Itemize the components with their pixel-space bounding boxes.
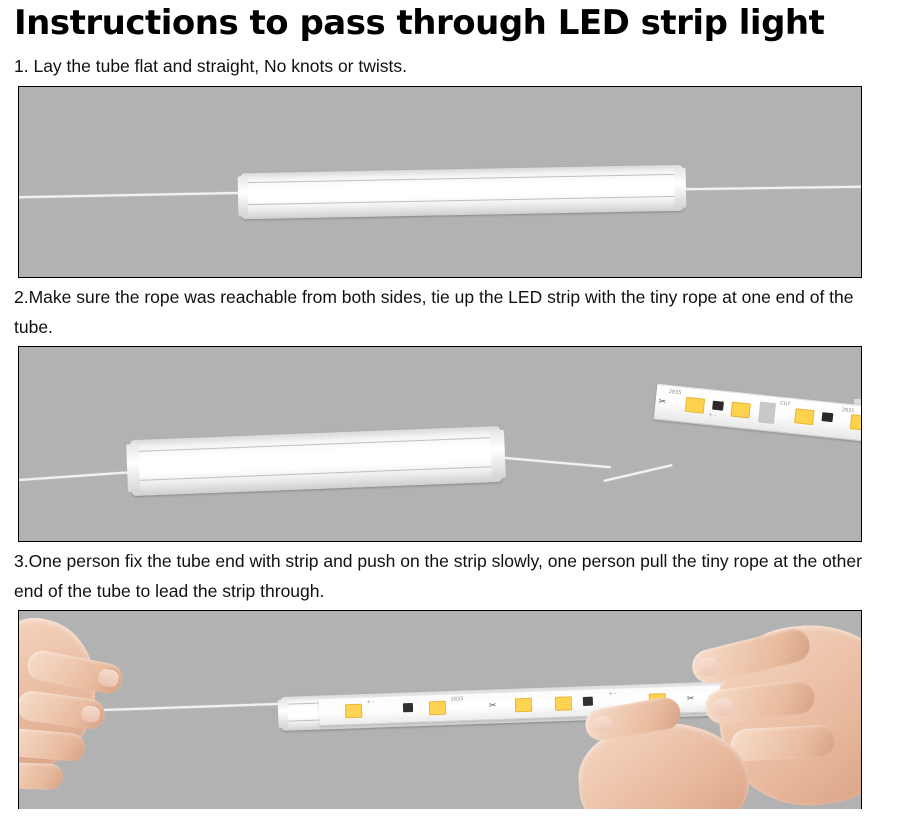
solder-pad: [758, 402, 776, 425]
led-chip: [730, 402, 750, 419]
rope-left-segment: [18, 192, 249, 198]
figure-step-3: [18, 610, 862, 809]
cut-mark-icon: ✂: [488, 699, 497, 711]
step-2-text: 2.Make sure the rope was reachable from both sides, tie up the LED strip with the tiny rope at one end of the tube.: [14, 287, 854, 337]
rope-right-segment: [674, 186, 862, 191]
rope-left-segment: [85, 702, 295, 711]
right-middle-finger: [730, 724, 836, 761]
cut-mark-icon: ✂: [658, 395, 667, 407]
resistor: [821, 412, 833, 422]
strip-label-right: 2835: [841, 407, 855, 415]
strip-label-cut: CUT: [779, 400, 791, 408]
led-chip: [515, 698, 532, 713]
diffuser-tube: [130, 426, 502, 496]
resistor: [403, 703, 413, 712]
led-chip: [555, 696, 572, 711]
figure-step-1: [18, 86, 862, 278]
strip-label-polarity: + -: [708, 412, 717, 419]
step-3-text: 3.One person fix the tube end with strip and push on the strip slowly, one person pull the tiny rope at the other end of the tube to lead the strip through.: [14, 551, 862, 601]
fingernail: [592, 715, 613, 734]
strip-label-b: 2835: [450, 696, 464, 703]
diffuser-tube: [241, 165, 684, 219]
step-1-text: 1. Lay the tube flat and straight, No knots or twists.: [14, 56, 407, 76]
rope-tie-segment: [604, 464, 673, 482]
resistor: [583, 697, 593, 706]
led-chip: [685, 397, 705, 414]
led-chip: [794, 408, 814, 425]
figure-step-2: [18, 346, 862, 542]
led-chip: [850, 414, 862, 431]
strip-label-a: + -: [366, 699, 375, 706]
fingernail: [696, 655, 720, 677]
resistor: [712, 401, 724, 411]
led-chip: [429, 701, 446, 716]
fingernail: [97, 668, 120, 689]
fingernail: [712, 697, 734, 716]
rope-left-segment: [18, 471, 137, 481]
led-chip: [345, 704, 362, 719]
cut-mark-icon: ✂: [686, 693, 695, 704]
fingernail: [81, 705, 101, 723]
left-little-finger: [18, 762, 63, 790]
strip-label-left: 2835: [668, 388, 682, 397]
strip-label-c: + -: [608, 690, 617, 698]
page-title: Instructions to pass through LED strip light: [14, 3, 825, 43]
led-strip: [654, 384, 862, 443]
rope-middle-segment: [491, 456, 611, 468]
